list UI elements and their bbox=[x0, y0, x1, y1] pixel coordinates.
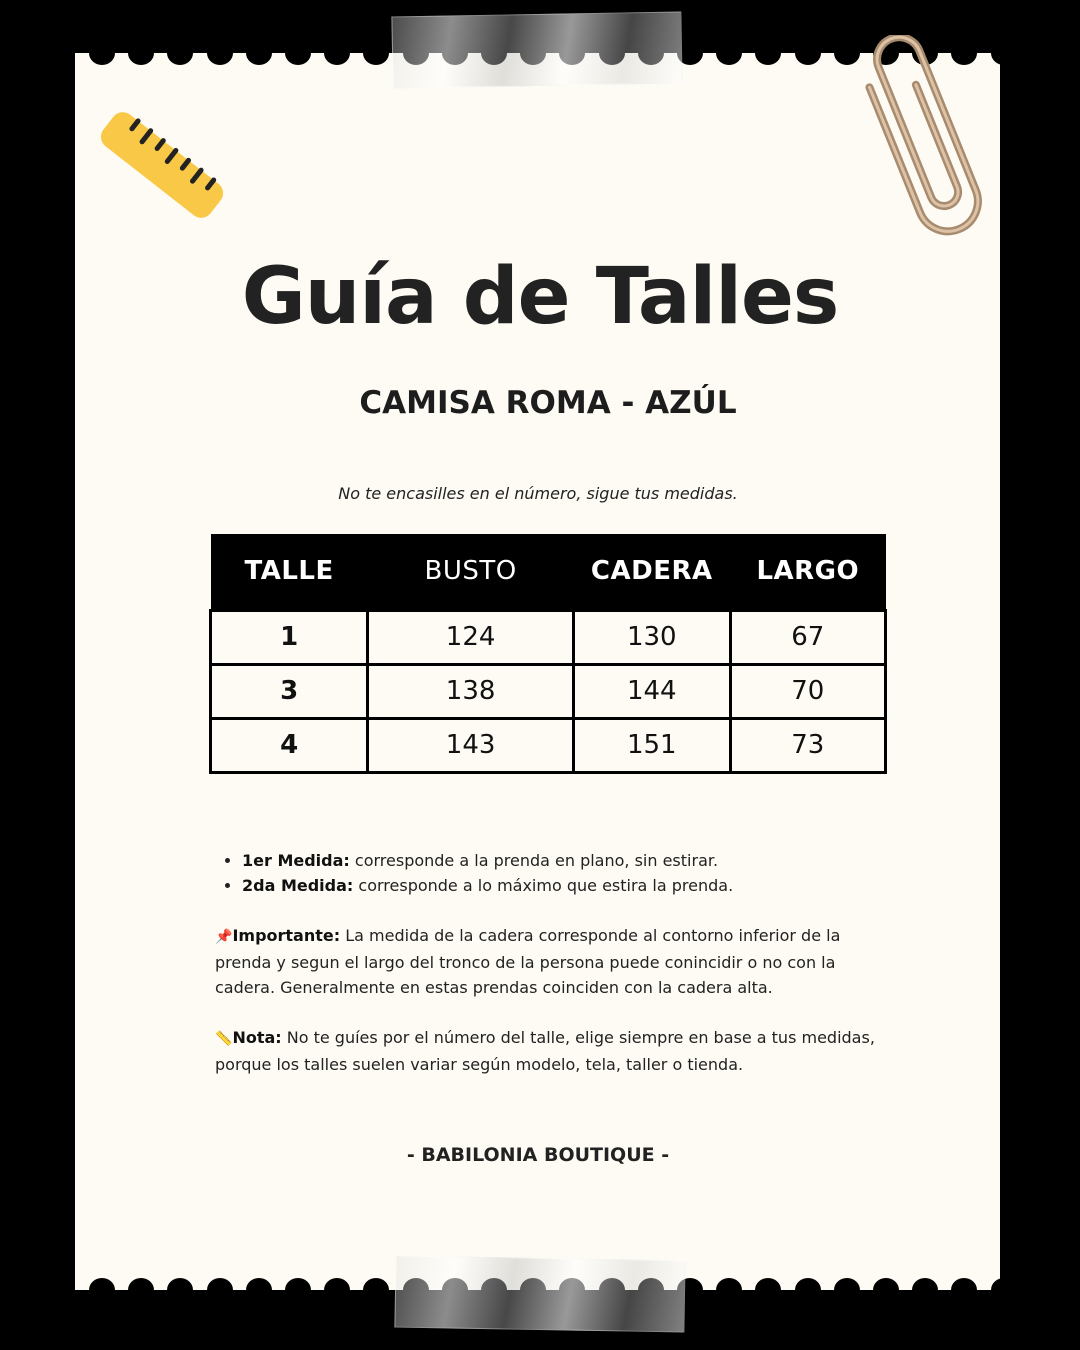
important-text: La medida de la cadera corresponde al contorno inferior de la prenda y segun el largo del tronco de la persona puede conincidir o no con la cadera. Generalmente en estas prendas coinciden con la cadera alta. bbox=[215, 926, 841, 997]
scallop-dot bbox=[246, 41, 272, 65]
paperclip-icon bbox=[845, 35, 985, 275]
scallop-dot bbox=[285, 1278, 311, 1302]
pushpin-icon: 📌 bbox=[215, 929, 233, 945]
scallop-dot bbox=[246, 1278, 272, 1302]
scallop-dot bbox=[873, 1278, 899, 1302]
table-row bbox=[211, 610, 886, 664]
cell-busto: 124 bbox=[368, 610, 574, 664]
cell-cadera: 151 bbox=[573, 718, 730, 772]
scallop-dot bbox=[167, 1278, 193, 1302]
cell-talle: 4 bbox=[211, 718, 368, 772]
scallop-dot bbox=[363, 1278, 389, 1302]
scallop-dot bbox=[834, 1278, 860, 1302]
scallop-dot bbox=[324, 1278, 350, 1302]
cell-cadera: 130 bbox=[573, 610, 730, 664]
scallop-dot bbox=[128, 41, 154, 65]
scallop-dot bbox=[324, 41, 350, 65]
table-header-row bbox=[211, 534, 886, 610]
scallop-dot bbox=[991, 1278, 1000, 1302]
important-note bbox=[215, 923, 895, 1000]
cell-talle: 3 bbox=[211, 664, 368, 718]
list-item bbox=[242, 848, 895, 873]
scallop-dot bbox=[951, 1278, 977, 1302]
important-label: Importante: bbox=[232, 926, 341, 945]
tagline: No te encasilles en el número, sigue tus medidas. bbox=[338, 484, 738, 503]
notes-section bbox=[215, 848, 895, 1102]
scallop-dot bbox=[755, 41, 781, 65]
scallop-dot bbox=[128, 1278, 154, 1302]
nota-text: No te guíes por el número del talle, elige siempre en base a tus medidas, porque los talles suelen variar según modelo, tela, taller o tienda. bbox=[215, 1028, 875, 1074]
tape-decoration-bottom bbox=[394, 1255, 685, 1332]
product-subtitle: CAMISA ROMA - AZÚL bbox=[359, 385, 737, 421]
ruler-icon bbox=[92, 95, 232, 240]
cell-busto: 138 bbox=[368, 664, 574, 718]
ruler-emoji-icon: 📏 bbox=[215, 1031, 233, 1047]
scallop-dot bbox=[167, 41, 193, 65]
header-busto: BUSTO bbox=[368, 534, 574, 610]
scallop-dot bbox=[795, 1278, 821, 1302]
cell-largo: 67 bbox=[730, 610, 885, 664]
bullet-text: corresponde a lo máximo que estira la prenda. bbox=[353, 876, 734, 895]
brand-footer: - BABILONIA BOUTIQUE - bbox=[406, 1144, 670, 1166]
table-row bbox=[211, 664, 886, 718]
cell-largo: 70 bbox=[730, 664, 885, 718]
bullet-text: corresponde a la prenda en plano, sin estirar. bbox=[349, 851, 719, 870]
bullet-label: 2da Medida: bbox=[242, 876, 354, 895]
cell-cadera: 144 bbox=[573, 664, 730, 718]
tape-decoration-top bbox=[391, 11, 682, 88]
page-title: Guía de Talles bbox=[241, 252, 839, 342]
scallop-dot bbox=[991, 41, 1000, 65]
scallop-dot bbox=[207, 41, 233, 65]
scallop-dot bbox=[285, 41, 311, 65]
list-item bbox=[242, 873, 895, 898]
table-row bbox=[211, 718, 886, 772]
scallop-dot bbox=[716, 41, 742, 65]
cell-talle: 1 bbox=[211, 610, 368, 664]
header-talle: TALLE bbox=[211, 534, 368, 610]
scallop-dot bbox=[716, 1278, 742, 1302]
scallop-dot bbox=[363, 41, 389, 65]
cell-largo: 73 bbox=[730, 718, 885, 772]
header-cadera: CADERA bbox=[573, 534, 730, 610]
scallop-dot bbox=[795, 41, 821, 65]
size-table bbox=[209, 534, 887, 774]
scallop-dot bbox=[755, 1278, 781, 1302]
scallop-dot bbox=[89, 1278, 115, 1302]
header-largo: LARGO bbox=[730, 534, 885, 610]
scallop-dot bbox=[912, 1278, 938, 1302]
cell-busto: 143 bbox=[368, 718, 574, 772]
scallop-dot bbox=[89, 41, 115, 65]
scallop-dot bbox=[207, 1278, 233, 1302]
measure-list bbox=[215, 848, 895, 898]
nota-label: Nota: bbox=[232, 1028, 282, 1047]
bullet-label: 1er Medida: bbox=[242, 851, 350, 870]
nota-note bbox=[215, 1025, 895, 1077]
